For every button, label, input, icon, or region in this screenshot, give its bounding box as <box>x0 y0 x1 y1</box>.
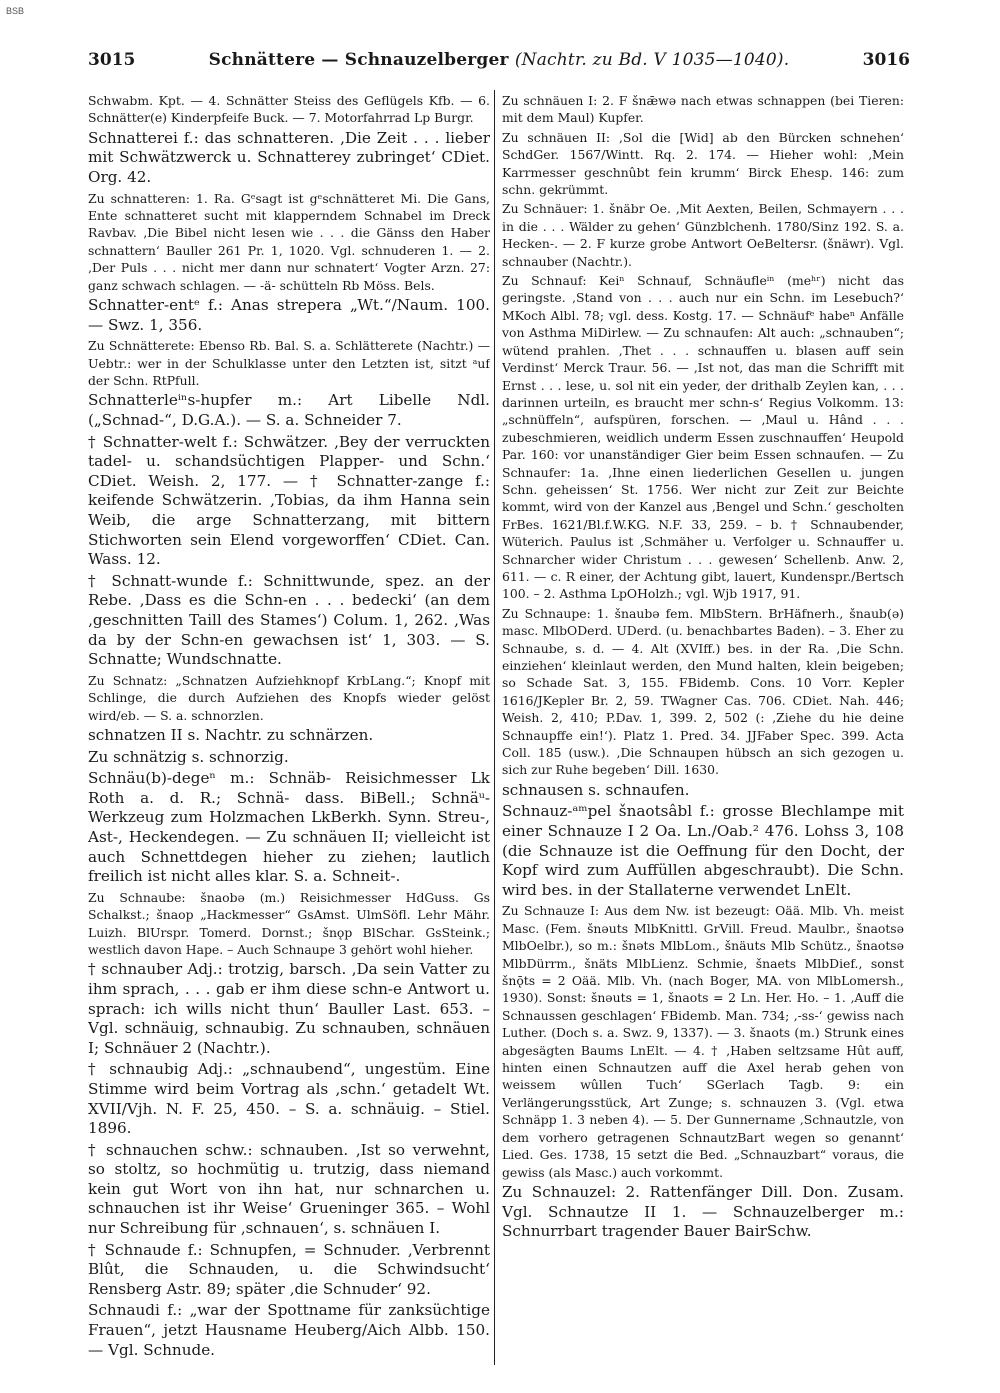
dictionary-entry: Zu schnätzig s. schnorzig. <box>88 747 289 766</box>
column-divider <box>494 90 495 1365</box>
dictionary-entry: † Schnaude f.: Schnupfen, = Schnuder. ‚Verbrennt Blût, die Schnauden, u. die Schwindsucht‘ Rensberg Astr. 89; später ‚die Schnuder‘ 92. <box>88 1240 490 1298</box>
dictionary-entry: Schnatter-entᵉ f.: Anas strepera „Wt.“/Naum. 100. — Swz. 1, 356. <box>88 296 490 334</box>
dictionary-entry: Schnäu(b)-degeⁿ m.: Schnäb- Reisichmesser Lk Roth a. d. R.; Schnä- dass. BiBell.; Schnäᵘ- Werkzeug zum Holzmachen LkBerkh. Synn. Streu-, Ast-, Heckendegen. — Zu schnäuen II; vielleicht ist auch Schnettdegen hieher zu ziehen; lautlich freilich ist nicht alles klar. S. a. Schneit-. <box>88 769 490 886</box>
dictionary-entry: Zu schnatteren: 1. Ra. Gᵉsagt ist gᵉschnätteret Mi. Die Gans, Ente schnatteret sucht mit klapperndem Schnabel im Dreck Ravbav. ‚Die Bibel nicht lesen wie . . . die Gänss den Haber schnattern‘ Bauller 261 Pr. 1, 1020. Vgl. schnuderen 1. — 2. ‚Der Puls . . . nicht mer dann nur schnatert‘ Vogter Arzn. 27: ganz schwach schlagen. — -ä- schütteln Rb Möss. Bels. <box>88 190 490 293</box>
dictionary-entry: † Schnatt-wunde f.: Schnittwunde, spez. an der Rebe. ‚Dass es die Schn-en . . . bedecki‘ (an dem ‚geschnitten Taill des Stames‘) Colum. 1, 262. ‚Was da by der Schn-en gewachsen ist‘ 1, 303. — S. Schnatte; Wundschnatte. <box>88 571 490 669</box>
dictionary-entry: Zu Schnauze I: Aus dem Nw. ist bezeugt: Oää. Mlb. Vh. meist Masc. (Fem. šnəuts MlbKnittl. GrVill. Freud. Maulbr., šnaotsə MlbOelbr.), so m.: šnəts MlbLom., šnäuts Mlb Schütz., šnaotsə MlbDürrm., šnäts MlbLienz. Schmie, šnaets MlbDief., sonst šnǭts = 2 Oää. Mlb. Vh. (nach Boger, MA. von MlbLomersh., 1930). Sonst: šnəuts = 1, šnaots = 2 Ln. Her. Ho. – 1. ‚Auff die Schnaussen geschlagen‘ FBidemb. Man. 734; ‚-ss-‘ gewiss nach Luther. (Doch s. a. Swz. 9, 1337). — 3. šnaots (m.) Strunk eines abgesägten Baums LnElt. — 4. † ‚Haben seltzsame Hût auff, hinten einen Schnautzen auff die Axel herab gehen von weissem wûllen Tuch‘ SGerlach Tagb. 9: ein Verlängerungsstück, Art Zunge; s. schnauzen 3. (Vgl. etwa Schnäpp 1. 3 neben 4). — 5. Der Gunnername ‚Schnautzle, von dem vorhero getragenen SchnautzBart wegen so genannt‘ Lied. Ges. 1738, 15 setzt die Bed. „Schnauzbart“ voraus, die gewiss (als Masc.) auch vorkommt. <box>502 903 904 1180</box>
dictionary-entry: Zu Schnatz: „Schnatzen Aufziehknopf KrbLang.“; Knopf mit Schlinge, die durch Aufziehen des Knopfs wieder gelöst wird/eb. — S. a. schnorzlen. <box>88 672 490 723</box>
running-title-subtitle: (Nachtr. zu Bd. V 1035—1040). <box>514 50 790 70</box>
dictionary-entry: Zu Schnaupe: 1. šnaubə fem. MlbStern. BrHäfnerh., šnaub(ə) masc. MlbODerd. UDerd. (u. benachbartes Baden). – 3. Eher zu Schnaube, s. d. — 4. Alt (XVIff.) bes. in der Ra. ‚Die Schn. einziehen‘ kleinlaut werden, den Mund halten, klein beigeben; so Schade Sat. 3, 155. FBidemb. Cons. 10 Vorr. Kepler 1616/JKepler Br. 2, 59. TWagner Cas. 706. CDiet. Nah. 446; Weish. 2, 410; P.Dav. 1, 399. 2, 502 (: ‚Ziehe du hie deine Schnaupffe ein!‘). Platz 1. Pred. 34. JJFaber Spec. 399. Acta Coll. 185 (usw.). ‚Die Schnaupen hübsch an sich gezogen u. sich zur Ruhe begeben‘ Dill. 1630. <box>502 605 904 778</box>
dictionary-entry: Zu Schnätterete: Ebenso Rb. Bal. S. a. Schlätterete (Nachtr.) — Uebtr.: wer in der Schulklasse unter den Letzten ist, sitzt ᵃuf der Schn. RtPfull. <box>88 338 490 389</box>
dictionary-entry: Schnatterleⁱⁿs-hupfer m.: Art Libelle Ndl. („Schnad-“, D.G.A.). — S. a. Schneider 7. <box>88 391 490 430</box>
dictionary-entry: Zu Schnaube: šnaobə (m.) Reisichmesser HdGuss. Gs Schalkst.; šnaop „Hackmesser“ GsAmst. UlmSöfl. Lehr Mähr. Luizh. BlUrspr. Tomerd. Dornst.; šnǫp BlSchar. GsSteink.; westlich davon Hape. – Auch Schnaupe 3 gehört wohl hieher. <box>88 889 490 957</box>
dictionary-entry: Zu Schnäuer: 1. šnäbr Oe. ‚Mit Aexten, Beilen, Schmayern . . . in die . . . Wälder zu gehen‘ Günzblchenh. 1780/Sinz 192. S. a. Hecken-. — 2. F kurze grobe Antwort OeBeltersr. (šnäwr). Vgl. schnauber (Nachtr.). <box>502 201 904 269</box>
dictionary-entry: Zu Schnauzel: 2. Rattenfänger Dill. Don. Zusam. Vgl. Schnautze II 1. — Schnauzelberger m.: Schnurrbart tragender Bauer BairSchw. <box>502 1182 904 1241</box>
dictionary-entry: schnatzen II s. Nachtr. zu schnärzen. <box>88 725 374 744</box>
page-number-right: 3016 <box>862 50 910 70</box>
dictionary-entry: Schnauz-ᵃᵐpel šnaotsâbl f.: grosse Blechlampe mit einer Schnauze I 2 Oa. Ln./Oab.² 476. Lohss 3, 108 (die Schnauze ist die Oeffnung für den Docht, der Kopf wird zum Auffüllen abgeschraubt). Die Schn. wird bes. in der Stallaterne verwendet LnElt. <box>502 802 904 899</box>
dictionary-entry: schnausen s. schnaufen. <box>502 780 690 799</box>
dictionary-entry: Zu schnäuen I: 2. F šnǣwə nach etwas schnappen (bei Tieren: mit dem Maul) Kupfer. <box>502 93 904 126</box>
dictionary-entry: † Schnatter-welt f.: Schwätzer. ‚Bey der verruckten tadel- u. schandsüchtigen Plapper- und Schn.‘ CDiet. Weish. 2, 177. — † Schnatter-zange f.: keifende Schwätzerin. ‚Tobias, da ihm Hanna sein Weib, die arge Schnatterzang, mit bittern Stichworten sein Elend vorgeworffen‘ CDiet. Can. Wass. 12. <box>88 432 490 569</box>
dictionary-entry: Zu Schnauf: Keiⁿ Schnauf, Schnäufleⁱⁿ (meʰʳ) nicht das geringste. ‚Stand von . . . auch nur ein Schn. im Lesebuch?‘ MKoch Albl. 78; vgl. dess. Kostg. 17. — Schnäufᵉ habeⁿ Anfälle von Asthma MiDirlew. — Zu schnaufen: Alt auch: „schnauben“; wütend prahlen. ‚Thet . . . schnauffen u. blasen auff sein Verdinst‘ Merck Traur. 56. — ‚Ist not, das man die Schrifft mit Ernst . . . lese, u. sol nit ein yeder, der drithalb Zeylen kan, . . . darinnen urteiln, es braucht mer schn-s‘ Regius Volkomm. 13: „schnüffeln“, aufspüren, forschen. — ‚Maul u. Hând . . . zubeschmieren, weidlich underm Essen zuschnauffen‘ Heupold Par. 160: vor unanständiger Gier beim Essen schnaufen. — Zu Schnaufer: 1a. ‚Ihne einen liederlichen Gesellen u. jungen Schn. geheissen‘ St. 1756. Wer nicht zur Zeit zur Beichte kommt, wird von der Kanzel aus ‚Bengel und Schn.‘ gescholten FrBes. 1621/Bl.f.W.KG. N.F. 33, 259. – b. † Schnaubender, Wüterich. Paulus ist ‚Schmäher u. Verfolger u. Schnauffer u. Schnarcher wider Christum . . . gewesen‘ Schellenb. Anw. 2, 611. — c. R einer, der Achtung gibt, lauert, Kundenspr./Bertsch 100. – 2. Asthma LpOHolzh.; vgl. Wjb 1917, 91. <box>502 273 904 602</box>
dictionary-entry: Schwabm. Kpt. — 4. Schnätter Steiss des Geflügels Kfb. — 6. Schnätter(e) Kinderpfeife Buck. — 7. Motorfahrrad Lp Burgr. <box>88 93 490 126</box>
dictionary-entry: Schnaudi f.: „war der Spottname für zanksüchtige Frauen“, jetzt Hausname Heuberg/Aich Albb. 150. — Vgl. Schnude. <box>88 1301 490 1359</box>
page-header <box>88 50 910 74</box>
library-stamp: BSB <box>6 6 25 16</box>
left-column <box>88 92 490 1372</box>
dictionary-entry: † schnauchen schw.: schnauben. ‚Ist so verwehnt, so stoltz, so hochmütig u. trutzig, dass niemand kein gut Wort von ihn hat, nur schnarchen u. schnauchen ist ihr Weise‘ Grueninger 365. – Wohl nur Schreibung für ‚schnauen‘, s. schnäuen I. <box>88 1140 490 1238</box>
dictionary-entry: † schnaubig Adj.: „schnaubend“, ungestüm. Eine Stimme wird beim Vortrag als ‚schn.‘ getadelt Wt. XVII/Vjh. N. F. 25, 450. – S. a. schnäuig. – Stiel. 1896. <box>88 1060 490 1138</box>
dictionary-entry: Zu schnäuen II: ‚Sol die [Wid] ab den Bürcken schnehen‘ SchdGer. 1567/Wintt. Rq. 2. 174. — Hieher wohl: ‚Mein Karrmesser geschnûbt fein krumm‘ Birck Ehesp. 146: zum schn. gekrümmt. <box>502 129 904 198</box>
dictionary-entry: † schnauber Adj.: trotzig, barsch. ‚Da sein Vatter zu ihm sprach, . . . gab er ihm diese schn-e Antwort u. sprach: ich wills nicht thun‘ Bauller Last. 653. – Vgl. schnäuig, schnaubig. Zu schnauben, schnäuen I; Schnäuer 2 (Nachtr.). <box>88 960 490 1057</box>
running-title <box>88 50 910 70</box>
right-column <box>502 92 904 1372</box>
page-number-left: 3015 <box>88 50 136 70</box>
running-title-main: Schnättere — Schnauzelberger <box>208 50 509 70</box>
dictionary-entry: Schnatterei f.: das schnatteren. ‚Die Zeit . . . lieber mit Schwätzwerck u. Schnatterey zubringet‘ CDiet. Org. 42. <box>88 128 490 186</box>
